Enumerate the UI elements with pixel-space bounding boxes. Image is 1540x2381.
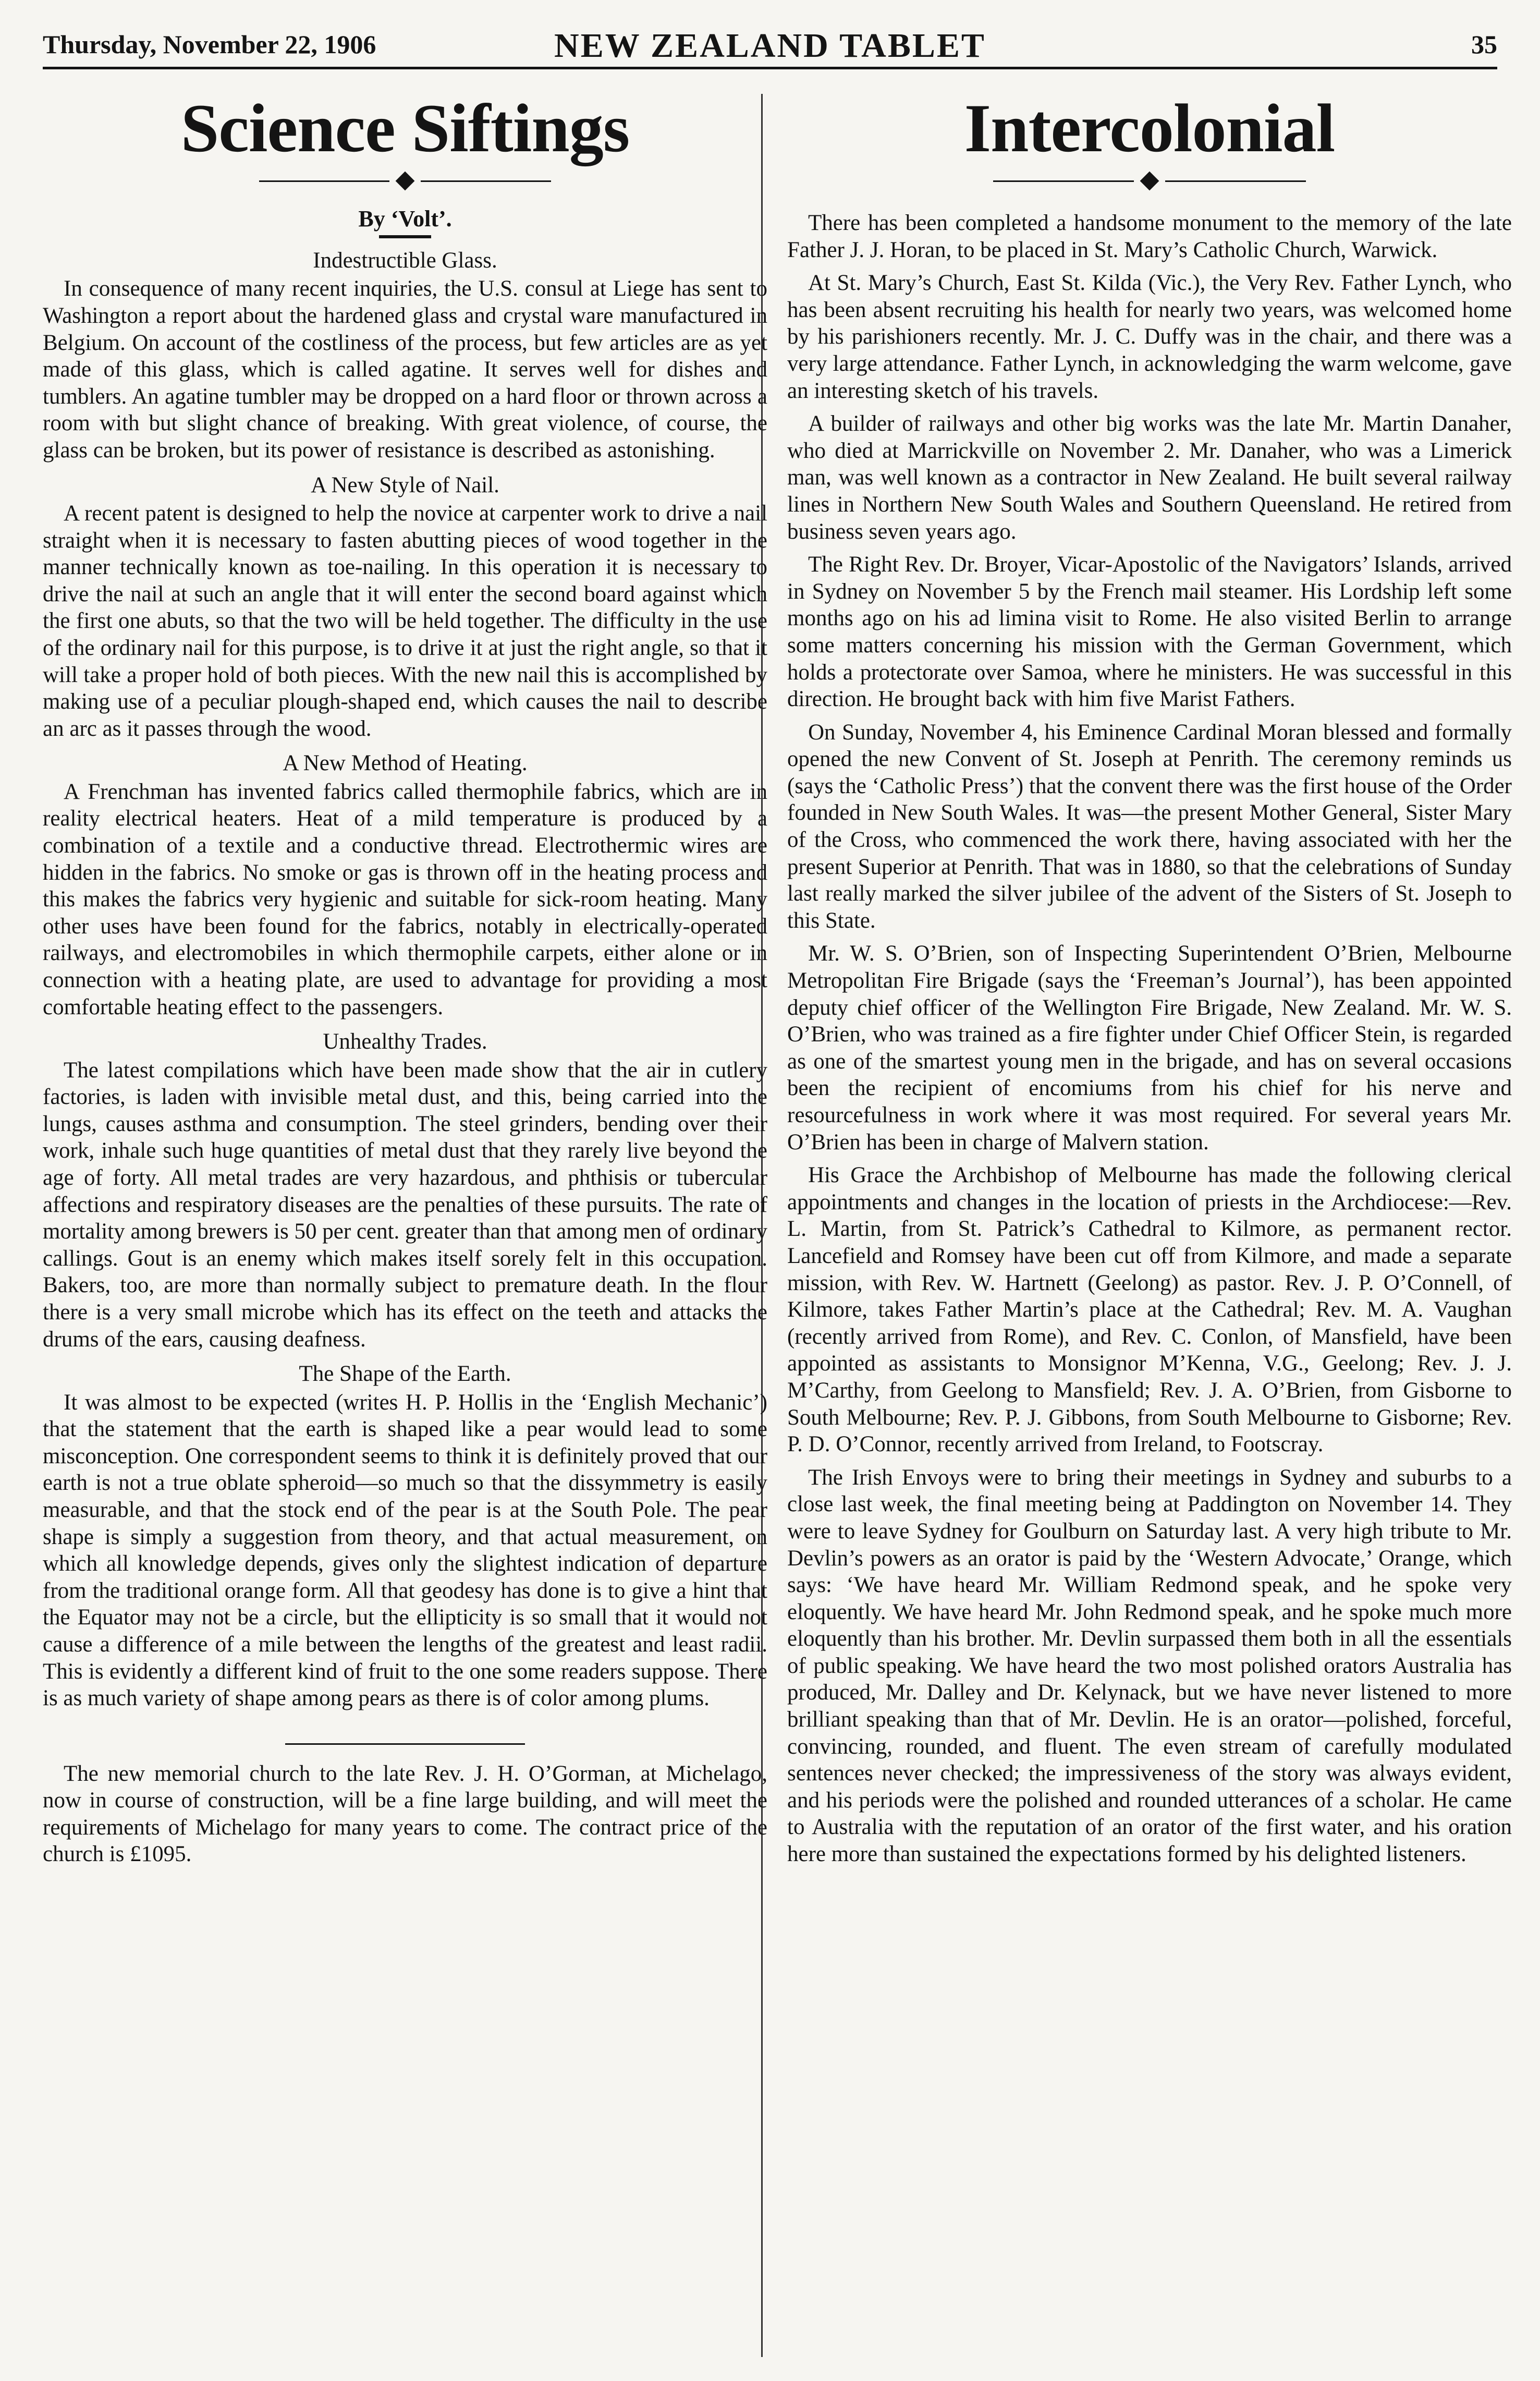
- article-heading: A New Style of Nail.: [311, 472, 499, 497]
- section-title-intercolonial: Intercolonial: [964, 94, 1335, 166]
- article-heading: A New Method of Heating.: [283, 751, 528, 776]
- article-paragraph: A recent patent is designed to help the novice at carpenter work to drive a nail straight when it is necessary to fasten abutting pieces of wood together in the manner technically known as toe-nailing. In this operation it is necessary to drive the nail at such an angle that it will enter the second board against which the first one abuts, so that the two will be held together. The difficulty in the use of the ordinary nail for this purpose, is to drive it at just the right angle, so that it will take a proper hold of both pieces. With the new nail this is accomplished by making use of a peculiar plough-shaped end, which causes the nail to describe an arc as it passes through the wood.: [43, 501, 767, 741]
- article-paragraph: In consequence of many recent inquiries, the U.S. consul at Liege has sent to Washington a report about the hardened glass and crystal ware manufactured in Belgium. On account of the costliness of the process, but few articles are as yet made of this glass, which is called agatine. It serves well for dishes and tumblers. An agatine tumbler may be dropped on a hard floor or thrown across a room with but slight chance of breaking. With great violence, of course, the glass can be broken, but its power of resistance is described as astonishing.: [43, 276, 767, 463]
- news-paragraph: The Irish Envoys were to bring their meetings in Sydney and suburbs to a close last week, the final meeting being at Paddington on November 14. They were to leave Sydney for Goulburn on Saturday last. A very high tribute to Mr. Devlin’s powers as an orator is paid by the ‘Western Advocate,’ Orange, which says: ‘We have heard Mr. William Redmond speak, and he spoke very eloquently. We have heard Mr. John Redmond speak, and he spoke much more eloquently than his brother. Mr. Devlin surpassed them both in all the essentials of public speaking. We have heard the two most polished orators Australia has produced, Mr. Dalley and Dr. Kelynack, but we have never listened to more brilliant speaking than that of Mr. Devlin. He is an orator—polished, forceful, convincing, rounded, and fluent. The even stream of carefully modulated sentences never checked; the impressiveness of the story was always evident, and his periods were the polished and rounded utterances of a scholar. He came to Australia with the reputation of an orator of the first water, and his oration here more than sustained the expectations formed by his delighted listeners.: [787, 1465, 1512, 1867]
- masthead-title: NEW ZEALAND TABLET: [554, 27, 986, 65]
- news-paragraph: On Sunday, November 4, his Eminence Cardinal Moran blessed and formally opened the new Convent of St. Joseph at Penrith. The ceremony reminds us (says the ‘Catholic Press’) that the convent there was the first house of the Order founded in New South Wales. It was—the present Mother General, Sister Mary of the Cross, who commenced the work there, having associated with her the present Superior at Penrith. That was in 1880, so that the celebrations of Sunday last really marked the silver jubilee of the advent of the Sisters of St. Joseph to this State.: [787, 720, 1512, 933]
- byline: By ‘Volt’.: [358, 206, 452, 232]
- news-paragraph: The Right Rev. Dr. Broyer, Vicar-Apostolic of the Navigators’ Islands, arrived in Sydney on November 5 by the French mail steamer. His Lordship left some months ago on his ad limina visit to Rome. He also visited Berlin to arrange some matters concerning his mission with the German Government, which holds a protectorate over Samoa, where he ministers. He was successful in this direction. He brought back with him five Marist Fathers.: [787, 552, 1512, 712]
- right-column: [787, 94, 1512, 2362]
- section-ornament: [259, 167, 551, 196]
- byline-rule: [379, 235, 431, 238]
- section-end-rule: [285, 1743, 525, 1745]
- article-heading: Indestructible Glass.: [313, 248, 497, 273]
- page-number: 35: [1471, 30, 1497, 59]
- closing-paragraph: The new memorial church to the late Rev. J. H. O’Gorman, at Michelago, now in course of construction, will be a fine large building, and will meet the requirements of Michelago for many years to come. The contract price of the church is £1095.: [43, 1761, 767, 1867]
- article-heading: Unhealthy Trades.: [323, 1029, 487, 1054]
- issue-date: Thursday, November 22, 1906: [43, 30, 376, 59]
- article-paragraph: It was almost to be expected (writes H. P. Hollis in the ‘English Mechanic’) that the statement that the earth is shaped like a pear would lead to some misconception. One correspondent seems to think it is definitely proved that our earth is not a true oblate spheroid—so much so that the dissymmetry is easily measurable, and that the stock end of the pear is at the South Pole. The pear shape is simply a suggestion from theory, and that actual measurement, on which all knowledge depends, gives only the slightest indication of departure from the traditional orange form. All that geodesy has done is to give a hint that the Equator may not be a circle, but the ellipticity is so small that it would not cause a difference of a mile between the lengths of the greatest and least radii. This is evidently a different kind of fruit to the one some readers suppose. There is as much variety of shape among pears as there is of color among plums.: [43, 1390, 767, 1711]
- left-column: [43, 94, 767, 2362]
- news-paragraph: There has been completed a handsome monument to the memory of the late Father J. J. Horan, to be placed in St. Mary’s Catholic Church, Warwick.: [787, 211, 1512, 262]
- article-new-method-of-heating: [43, 750, 767, 1021]
- news-paragraph: A builder of railways and other big works was the late Mr. Martin Danaher, who died at Marrickville on November 2. Mr. Danaher, who was a Limerick man, was well known as a contractor in New Zealand. He built several railway lines in Northern New South Wales and Southern Queensland. He retired from business seven years ago.: [787, 411, 1512, 544]
- article-paragraph: A Frenchman has invented fabrics called thermophile fabrics, which are in reality electrical heaters. Heat of a mild temperature is produced by a combination of a textile and a conductive thread. Electrothermic wires are hidden in the fabrics. No smoke or gas is thrown off in the heating process and this makes the fabrics very hygienic and suitable for sick-room heating. Many other uses have been found for the fabrics, notably in electrically-operated railways, and electromobiles in which thermophile carpets, either alone or in connection with a heating plate, are used to advantage for providing a most comfortable heating effect to the passengers.: [43, 779, 767, 1019]
- news-paragraph: Mr. W. S. O’Brien, son of Inspecting Superintendent O’Brien, Melbourne Metropolitan Fire Brigade (says the ‘Freeman’s Journal’), has been appointed deputy chief officer of the Wellington Fire Brigade, New Zealand. Mr. W. S. O’Brien, who was trained as a fire fighter under Chief Officer Stein, is regarded as one of the smartest young men in the brigade, and has on several occasions been the recipient of encomiums from his chief for his nerve and resourcefulness in work where it was most required. For several years Mr. O’Brien has been in charge of Malvern station.: [787, 941, 1512, 1155]
- article-paragraph: The latest compilations which have been made show that the air in cutlery factories, is laden with invisible metal dust, and this, being carried into the lungs, causes asthma and consumption. The steel grinders, bending over their work, inhale such huge quantities of metal dust that they rarely live beyond the age of forty. All metal trades are very hazardous, and phthisis or tubercular affections and respiratory diseases are the penalties of these pursuits. The rate of mortality among brewers is 50 per cent. greater than that among men of ordinary callings. Gout is an enemy which makes itself sorely felt in this occupation. Bakers, too, are more than normally subject to premature death. In the flour there is a very small microbe which has its effect on the teeth and attacks the drums of the ears, causing deafness.: [43, 1058, 767, 1352]
- article-new-style-of-nail: [43, 472, 767, 743]
- news-paragraph: His Grace the Archbishop of Melbourne has made the following clerical appointments and changes in the location of priests in the Archdiocese:—Rev. L. Martin, from St. Patrick’s Cathedral to Kilmore, as permanent rector. Lancefield and Romsey have been cut off from Kilmore, and made a separate mission, with Rev. W. Hartnett (Geelong) as pastor. Rev. J. P. O’Connell, of Kilmore, takes Father Martin’s place at the Cathedral; Rev. M. A. Vaughan (recently arrived from Rome), and Rev. C. Conlon, of Mansfield, have been appointed as assistants to Monsignor M’Kenna, V.G., Geelong; Rev. J. J. M’Carthy, from Geelong to Mansfield; Rev. J. A. O’Brien, from Gisborne to South Melbourne; Rev. P. J. Gibbons, from South Melbourne to Gisborne; Rev. P. D. O’Connor, recently arrived from Ireland, to Footscray.: [787, 1163, 1512, 1457]
- article-indestructible-glass: [43, 248, 767, 464]
- article-heading: The Shape of the Earth.: [299, 1362, 511, 1387]
- section-title-science-siftings: Science Siftings: [180, 94, 630, 166]
- article-unhealthy-trades: [43, 1029, 767, 1353]
- article-shape-of-the-earth: [43, 1361, 767, 1712]
- news-paragraph: At St. Mary’s Church, East St. Kilda (Vic.), the Very Rev. Father Lynch, who has been absent recruiting his health for nearly two years, was welcomed home by his parishioners recently. Mr. J. C. Duffy was in the chair, and there was a very large attendance. Father Lynch, in acknowledging the warm welcome, gave an interesting sketch of his travels.: [787, 271, 1512, 403]
- section-ornament: [993, 167, 1306, 196]
- page-header: [43, 25, 1497, 69]
